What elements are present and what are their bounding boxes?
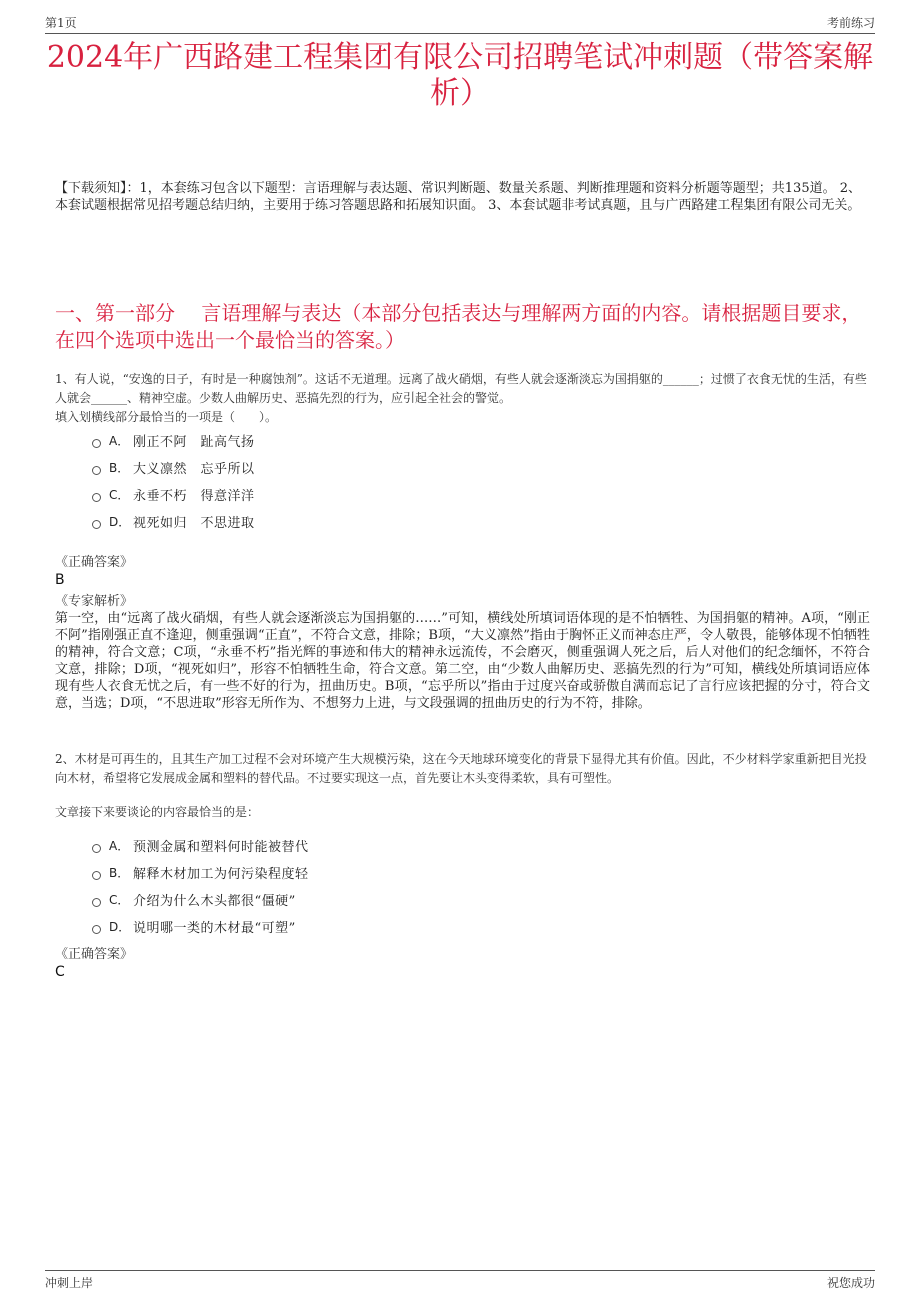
question-1-answer: B — [55, 572, 65, 588]
radio-icon[interactable] — [92, 844, 101, 853]
option-letter: B． — [109, 461, 130, 475]
option-letter: A． — [109, 434, 130, 448]
radio-icon[interactable] — [92, 871, 101, 880]
question-1-stem: 1、有人说，“安逸的日子，有时是一种腐蚀剂”。这话不无道理。远离了战火硝烟，有些人就会逐渐淡忘为国捐躯的______；过惯了衣食无忧的生活，有些人就会______、精神空虚。少数人曲解历史、恶搞先烈的行为，应引起全社会的警觉。 — [55, 372, 867, 405]
radio-icon[interactable] — [92, 493, 101, 502]
option-text: 预测金属和塑料何时能被替代 — [133, 840, 309, 855]
page-footer — [45, 1270, 875, 1291]
option-letter: C． — [109, 893, 130, 907]
question-1-options — [92, 427, 255, 535]
question-1-option-d[interactable] — [92, 508, 255, 535]
question-2-prompt: 文章接下来要谈论的内容最恰当的是： — [55, 805, 260, 819]
question-2-option-d[interactable] — [92, 913, 309, 940]
question-2-option-c[interactable] — [92, 886, 309, 913]
radio-icon[interactable] — [92, 466, 101, 475]
option-text: 永垂不朽 得意洋洋 — [133, 489, 255, 504]
option-letter: C． — [109, 488, 130, 502]
page-number: 第1页 — [45, 16, 77, 30]
question-1-option-a[interactable] — [92, 427, 255, 454]
section-title: 一、第一部分 言语理解与表达（本部分包括表达与理解两方面的内容。请根据题目要求，在四个选项中选出一个最恰当的答案。） — [55, 301, 862, 352]
option-text: 刚正不阿 趾高气扬 — [133, 435, 255, 450]
question-1-answer-label: 《正确答案》 — [55, 555, 134, 570]
question-1-text — [55, 370, 870, 427]
option-text: 大义凛然 忘乎所以 — [133, 462, 255, 477]
option-text: 介绍为什么木头都很“僵硬” — [133, 894, 296, 909]
header-tag: 考前练习 — [826, 16, 875, 30]
option-letter: D． — [109, 515, 131, 529]
question-1-prompt: 填入划横线部分最恰当的一项是（ ）。 — [55, 410, 278, 424]
question-2-options — [92, 832, 309, 940]
radio-icon[interactable] — [92, 439, 101, 448]
option-text: 解释木材加工为何污染程度轻 — [133, 867, 309, 882]
question-1-analysis-label: 《专家解析》 — [55, 594, 134, 609]
footer-left: 冲刺上岸 — [45, 1276, 94, 1290]
question-1-option-b[interactable] — [92, 454, 255, 481]
question-1-option-c[interactable] — [92, 481, 255, 508]
question-2-answer-label: 《正确答案》 — [55, 947, 134, 962]
question-2-option-b[interactable] — [92, 859, 309, 886]
radio-icon[interactable] — [92, 520, 101, 529]
download-notice: 【下载须知】：1，本套练习包含以下题型：言语理解与表达题、常识判断题、数量关系题、判断推理题和资料分析题等题型；共135道。 2、本套试题根据常见招考题总结归纳，主要用于练习答题思路和拓展知识面。 3、本套试题非考试真题，且与广西路建工程集团有限公司无关。 — [55, 181, 861, 213]
radio-icon[interactable] — [92, 898, 101, 907]
footer-right: 祝您成功 — [826, 1276, 875, 1290]
radio-icon[interactable] — [92, 925, 101, 934]
option-text: 说明哪一类的木材最“可塑” — [133, 921, 296, 936]
question-2-stem: 2、木材是可再生的，且其生产加工过程不会对环境产生大规模污染，这在今天地球环境变化的背景下显得尤其有价值。因此，不少材料学家重新把目光投向木材，希望将它发展成金属和塑料的替代品。不过要实现这一点，首先要让木头变得柔软，具有可塑性。 — [55, 752, 867, 785]
option-letter: A． — [109, 839, 130, 853]
question-2-option-a[interactable] — [92, 832, 309, 859]
option-letter: D． — [109, 920, 131, 934]
option-text: 视死如归 不思进取 — [133, 516, 255, 531]
page-header — [45, 14, 875, 34]
page-title: 2024年广西路建工程集团有限公司招聘笔试冲刺题（带答案解析） — [46, 40, 874, 111]
option-letter: B． — [109, 866, 130, 880]
question-2-answer: C — [55, 964, 65, 980]
question-1-analysis: 第一空，由“远离了战火硝烟，有些人就会逐渐淡忘为国捐躯的……”可知，横线处所填词语体现的是不怕牺牲、为国捐躯的精神。A项，“刚正不阿”指刚强正直不逢迎，侧重强调“正直”，不符合文意，排除；B项，“大义凛然”指由于胸怀正义而神态庄严，令人敬畏，能够体现不怕牺牲的精神，符合文意；C项，“永垂不朽”指光辉的事迹和伟大的精神永远流传，不会磨灭，侧重强调人死之后，后人对他们的纪念缅怀，不符合文意，排除；D项，“视死如归”，形容不怕牺牲生命，符合文意。第二空，由“少数人曲解历史、恶搞先烈的行为”可知，横线处所填词语应体现有些人衣食无忧之后，有一些不好的行为，扭曲历史。B项，“忘乎所以”指由于过度兴奋或骄傲自满而忘记了言行应该把握的分寸，符合文意，当选；D项，“不思进取”形容无所作为、不想努力上进，与文段强调的扭曲历史的行为不符，排除。 — [55, 611, 870, 711]
